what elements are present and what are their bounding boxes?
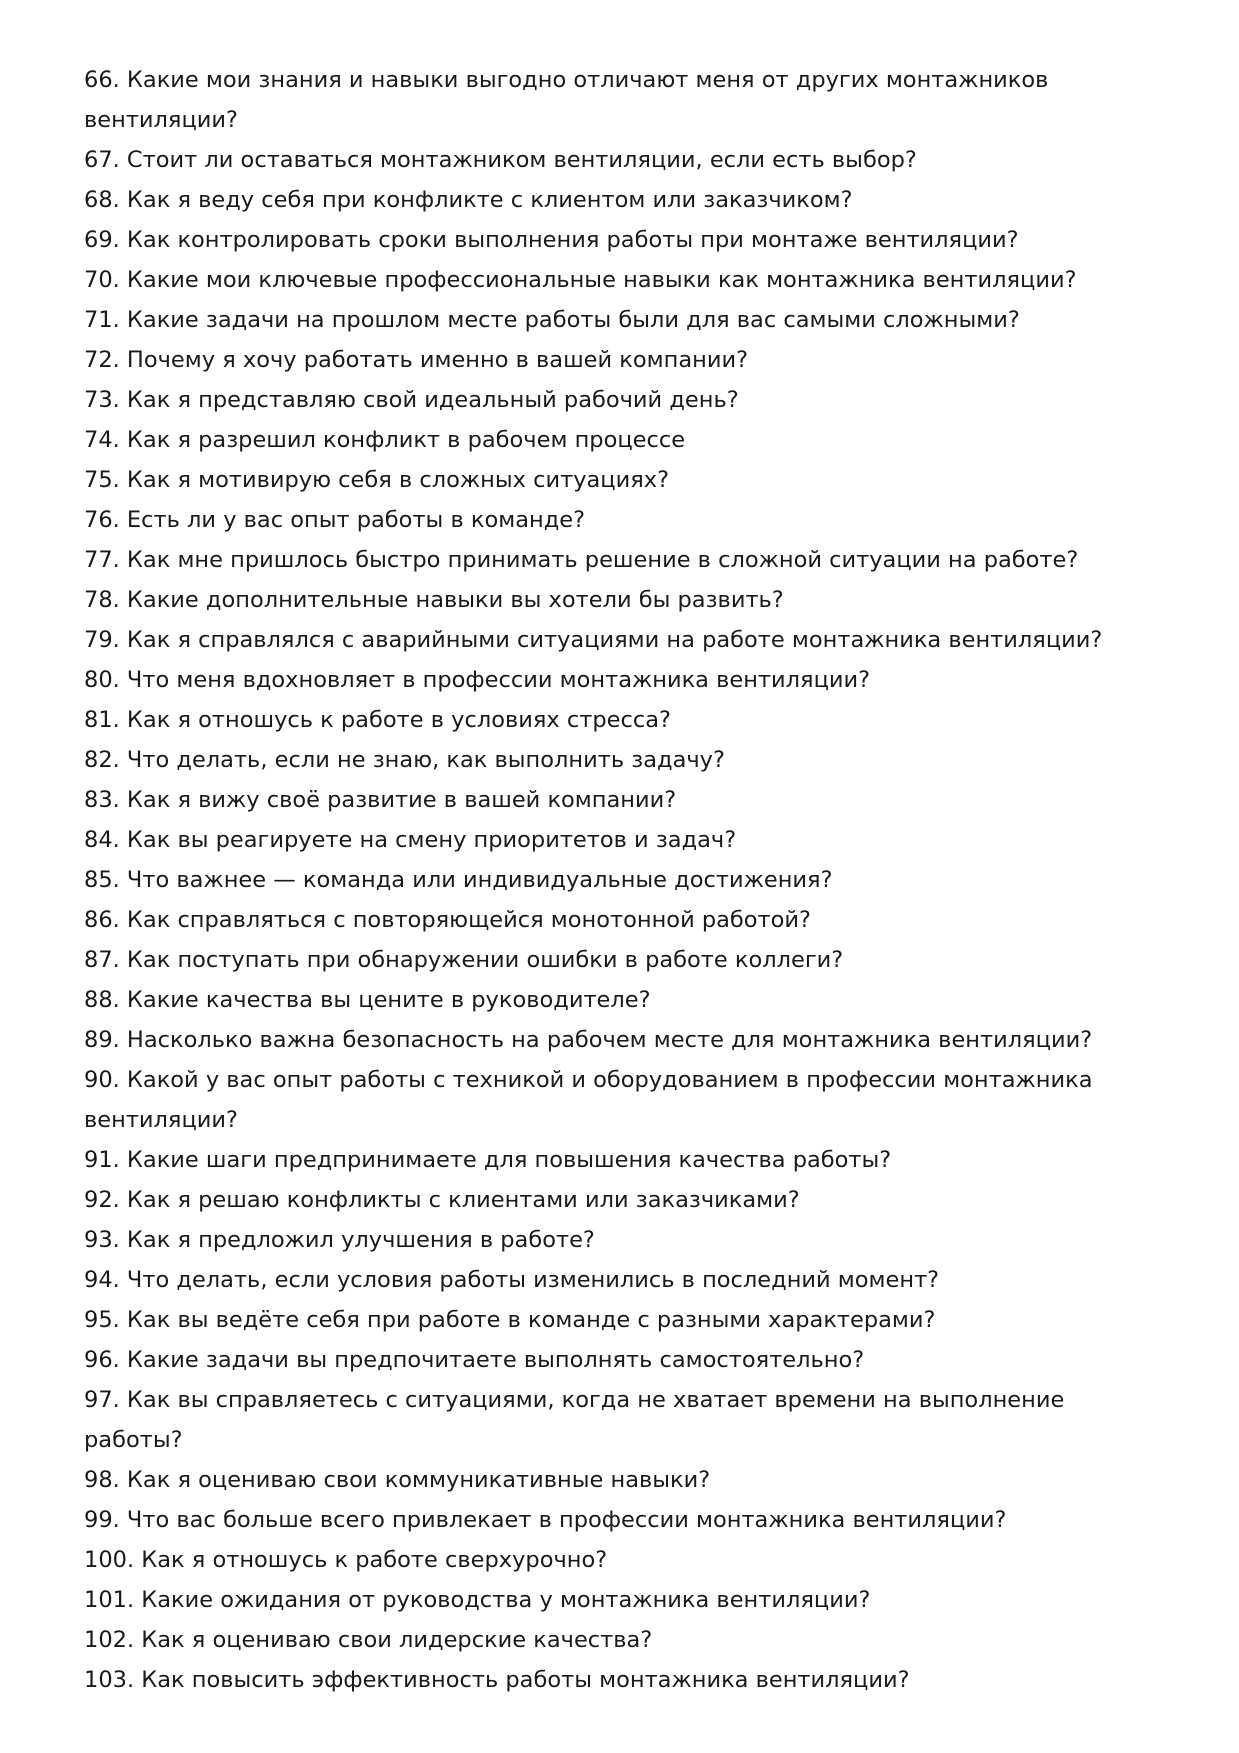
- question-item: 83. Как я вижу своё развитие в вашей компании?: [84, 787, 677, 813]
- question-item: 103. Как повысить эффективность работы монтажника вентиляции?: [84, 1667, 910, 1693]
- question-item: 99. Что вас больше всего привлекает в профессии монтажника вентиляции?: [84, 1507, 1007, 1533]
- question-item: 85. Что важнее — команда или индивидуальные достижения?: [84, 867, 833, 893]
- question-item: 80. Что меня вдохновляет в профессии монтажника вентиляции?: [84, 667, 871, 693]
- question-item: 78. Какие дополнительные навыки вы хотели бы развить?: [84, 587, 784, 613]
- question-item: 97. Как вы справляетесь с ситуациями, когда не хватает времени на выполнение работы?: [84, 1387, 1065, 1453]
- question-item: 81. Как я отношусь к работе в условиях стресса?: [84, 707, 671, 733]
- question-item: 98. Как я оцениваю свои коммуникативные навыки?: [84, 1467, 711, 1493]
- question-item: 71. Какие задачи на прошлом месте работы были для вас самыми сложными?: [84, 307, 1020, 333]
- question-item: 92. Как я решаю конфликты с клиентами или заказчиками?: [84, 1187, 800, 1213]
- question-item: 68. Как я веду себя при конфликте с клиентом или заказчиком?: [84, 187, 853, 213]
- question-item: 86. Как справляться с повторяющейся монотонной работой?: [84, 907, 811, 933]
- question-item: 73. Как я представляю свой идеальный рабочий день?: [84, 387, 739, 413]
- question-item: 87. Как поступать при обнаружении ошибки в работе коллеги?: [84, 947, 844, 973]
- question-item: 79. Как я справлялся с аварийными ситуациями на работе монтажника вентиляции?: [84, 627, 1103, 653]
- question-item: 82. Что делать, если не знаю, как выполнить задачу?: [84, 747, 725, 773]
- question-item: 70. Какие мои ключевые профессиональные навыки как монтажника вентиляции?: [84, 267, 1077, 293]
- question-item: 94. Что делать, если условия работы изменились в последний момент?: [84, 1267, 940, 1293]
- question-item: 72. Почему я хочу работать именно в вашей компании?: [84, 347, 749, 373]
- question-item: 84. Как вы реагируете на смену приоритетов и задач?: [84, 827, 737, 853]
- question-item: 67. Стоит ли оставаться монтажником вентиляции, если есть выбор?: [84, 147, 917, 173]
- question-item: 101. Какие ожидания от руководства у монтажника вентиляции?: [84, 1587, 871, 1613]
- question-item: 91. Какие шаги предпринимаете для повышения качества работы?: [84, 1147, 892, 1173]
- question-item: 90. Какой у вас опыт работы с техникой и оборудованием в профессии монтажника вентиляции?: [84, 1067, 1093, 1133]
- question-item: 69. Как контролировать сроки выполнения работы при монтаже вентиляции?: [84, 227, 1019, 253]
- question-item: 102. Как я оцениваю свои лидерские качества?: [84, 1627, 653, 1653]
- document-page: [84, 60, 1164, 1700]
- question-item: 66. Какие мои знания и навыки выгодно отличают меня от других монтажников вентиляции?: [84, 67, 1049, 133]
- question-item: 100. Как я отношусь к работе сверхурочно?: [84, 1547, 608, 1573]
- question-item: 96. Какие задачи вы предпочитаете выполнять самостоятельно?: [84, 1347, 865, 1373]
- question-item: 74. Как я разрешил конфликт в рабочем процессе: [84, 427, 686, 453]
- question-item: 75. Как я мотивирую себя в сложных ситуациях?: [84, 467, 670, 493]
- question-item: 95. Как вы ведёте себя при работе в команде с разными характерами?: [84, 1307, 936, 1333]
- question-item: 76. Есть ли у вас опыт работы в команде?: [84, 507, 586, 533]
- question-item: 77. Как мне пришлось быстро принимать решение в сложной ситуации на работе?: [84, 547, 1079, 573]
- question-item: 93. Как я предложил улучшения в работе?: [84, 1227, 595, 1253]
- question-item: 88. Какие качества вы цените в руководителе?: [84, 987, 651, 1013]
- question-item: 89. Насколько важна безопасность на рабочем месте для монтажника вентиляции?: [84, 1027, 1093, 1053]
